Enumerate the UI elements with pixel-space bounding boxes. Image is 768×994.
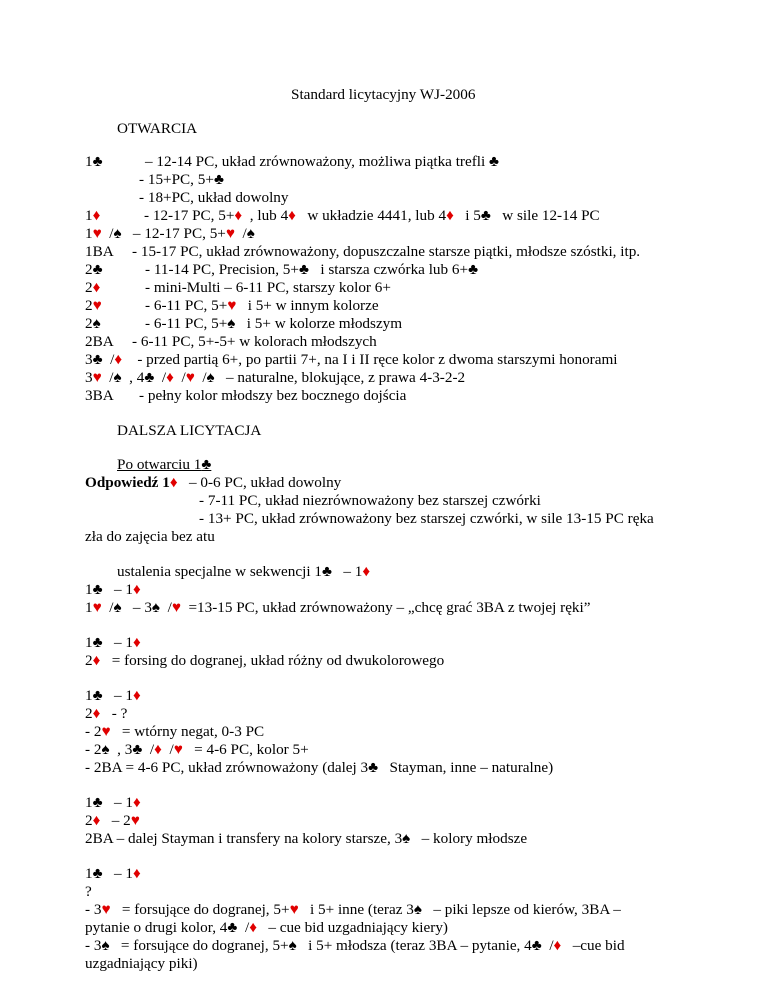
club-icon: ♣: [480, 207, 491, 224]
diamond-icon: ♦: [362, 563, 371, 580]
diamond-icon: ♦: [92, 279, 101, 296]
sequence-line: - 3♥ = forsujące do dogranej, 5+♥ i 5+ inne (teraz 3♠ – piki lepsze od kierów, 3BA –: [85, 901, 621, 918]
diamond-icon: ♦: [288, 207, 296, 224]
diamond-icon: ♦: [114, 351, 123, 368]
club-icon: ♣: [92, 261, 103, 278]
club-icon: ♣: [92, 634, 103, 651]
special-intro: ustalenia specjalne w sekwencji 1♣ – 1♦: [117, 563, 371, 580]
section-heading-further: DALSZA LICYTACJA: [117, 422, 262, 439]
diamond-icon: ♦: [132, 687, 141, 704]
diamond-icon: ♦: [132, 581, 141, 598]
diamond-icon: ♦: [132, 634, 141, 651]
spade-icon: ♠: [246, 225, 255, 242]
opening-line: 2♦: [85, 279, 101, 296]
opening-desc: - 6-11 PC, 5+-5+ w kolorach młodszych: [132, 333, 377, 350]
club-icon: ♣: [92, 794, 103, 811]
heart-icon: ♥: [92, 369, 102, 386]
sequence-line: - 2♥ = wtórny negat, 0-3 PC: [85, 723, 265, 740]
opening-line: 2♥: [85, 297, 102, 314]
heart-icon: ♥: [289, 901, 299, 918]
heart-icon: ♥: [92, 297, 102, 314]
sequence-line: - 3♠ = forsujące do dogranej, 5+♠ i 5+ młodsza (teraz 3BA – pytanie, 4♣ /♦ –cue bid: [85, 937, 625, 954]
diamond-icon: ♦: [92, 812, 101, 829]
response-line: - 13+ PC, układ zrównoważony bez starszej czwórki, w sile 13-15 PC ręka: [199, 510, 654, 527]
opening-desc: – 12-14 PC, układ zrównoważony, możliwa piątka trefli ♣: [145, 153, 499, 170]
opening-desc: - pełny kolor młodszy bez bocznego dojścia: [139, 387, 407, 404]
opening-desc: - mini-Multi – 6-11 PC, starszy kolor 6+: [145, 279, 391, 296]
club-icon: ♣: [144, 369, 155, 386]
club-icon: ♣: [92, 687, 103, 704]
spade-icon: ♠: [101, 741, 110, 758]
club-icon: ♣: [531, 937, 542, 954]
opening-desc: - 12-17 PC, 5+♦ , lub 4♦ w układzie 4441, lub 4♦ i 5♣ w sile 12-14 PC: [144, 207, 600, 224]
sequence-line: 2♦ = forsing do dogranej, układ różny od dwukolorowego: [85, 652, 445, 669]
club-icon: ♣: [468, 261, 479, 278]
spade-icon: ♠: [206, 369, 215, 386]
club-icon: ♣: [92, 865, 103, 882]
opening-line: 3BA: [85, 387, 114, 404]
sequence-line: 1♣ – 1♦: [85, 634, 141, 651]
opening-line: 1♥ /♠ – 12-17 PC, 5+♥ /♠: [85, 225, 255, 242]
club-icon: ♣: [489, 153, 499, 170]
sequence-line: 2♦ – 2♥: [85, 812, 140, 829]
opening-line: 1♦: [85, 207, 101, 224]
spade-icon: ♠: [288, 937, 297, 954]
opening-line: 2♠: [85, 315, 101, 332]
spade-icon: ♠: [101, 937, 110, 954]
diamond-icon: ♦: [92, 207, 101, 224]
opening-desc: - 6-11 PC, 5+♥ i 5+ w innym kolorze: [145, 297, 379, 314]
diamond-icon: ♦: [92, 652, 101, 669]
opening-line: 2♣: [85, 261, 103, 278]
diamond-icon: ♦: [132, 794, 141, 811]
heart-icon: ♥: [92, 225, 102, 242]
club-icon: ♣: [201, 456, 212, 473]
heart-icon: ♥: [225, 225, 235, 242]
club-icon: ♣: [368, 759, 379, 776]
spade-icon: ♠: [113, 225, 122, 242]
diamond-icon: ♦: [169, 474, 178, 491]
spade-icon: ♠: [113, 599, 122, 616]
diamond-icon: ♦: [154, 741, 162, 758]
opening-desc: - 6-11 PC, 5+♠ i 5+ w kolorze młodszym: [145, 315, 403, 332]
diamond-icon: ♦: [92, 705, 101, 722]
opening-desc: - 15+PC, 5+♣: [139, 171, 224, 188]
sequence-line: 2BA – dalej Stayman i transfery na kolory starsze, 3♠ – kolory młodsze: [85, 830, 528, 847]
opening-desc: - 18+PC, układ dowolny: [139, 189, 289, 206]
sequence-line: - 2♠ , 3♣ /♦ /♥ = 4-6 PC, kolor 5+: [85, 741, 309, 758]
opening-line: 1BA: [85, 243, 114, 260]
opening-line: 3♣ /♦ - przed partią 6+, po partii 7+, na I i II ręce kolor z dwoma starszymi honorami: [85, 351, 618, 368]
response-line: Odpowiedź 1♦ – 0-6 PC, układ dowolny: [85, 474, 342, 491]
club-icon: ♣: [321, 563, 332, 580]
sequence-line: 2♦ - ?: [85, 705, 128, 722]
sequence-line: uzgadniający piki): [85, 955, 198, 972]
diamond-icon: ♦: [446, 207, 454, 224]
club-icon: ♣: [132, 741, 143, 758]
subheading-after-opening: Po otwarciu 1♣: [117, 456, 212, 473]
spade-icon: ♠: [413, 901, 422, 918]
diamond-icon: ♦: [166, 369, 174, 386]
section-heading-openings: OTWARCIA: [117, 120, 198, 137]
sequence-line: ?: [85, 883, 92, 900]
spade-icon: ♠: [92, 315, 101, 332]
opening-desc: - 15-17 PC, układ zrównoważony, dopuszczalne starsze piątki, młodsze szóstki, itp.: [132, 243, 641, 260]
diamond-icon: ♦: [553, 937, 562, 954]
heart-icon: ♥: [173, 741, 183, 758]
spade-icon: ♠: [113, 369, 122, 386]
heart-icon: ♥: [171, 599, 181, 616]
club-icon: ♣: [92, 581, 103, 598]
opening-line: 2BA: [85, 333, 114, 350]
sequence-line: 1♣ – 1♦: [85, 794, 141, 811]
heart-icon: ♥: [130, 812, 140, 829]
diamond-icon: ♦: [132, 865, 141, 882]
diamond-icon: ♦: [234, 207, 243, 224]
heart-icon: ♥: [92, 599, 102, 616]
spade-icon: ♠: [402, 830, 411, 847]
spade-icon: ♠: [151, 599, 160, 616]
club-icon: ♣: [227, 919, 238, 936]
document-title: Standard licytacyjny WJ-2006: [291, 86, 476, 103]
sequence-line: 1♣ – 1♦: [85, 581, 141, 598]
response-line: - 7-11 PC, układ niezrównoważony bez starszej czwórki: [199, 492, 541, 509]
opening-line: 3♥ /♠ , 4♣ /♦ /♥ /♠ – naturalne, blokujące, z prawa 4-3-2-2: [85, 369, 466, 386]
response-line: zła do zajęcia bez atu: [85, 528, 215, 545]
diamond-icon: ♦: [249, 919, 257, 936]
spade-icon: ♠: [227, 315, 236, 332]
sequence-line: 1♣ – 1♦: [85, 687, 141, 704]
opening-desc: - 11-14 PC, Precision, 5+♣ i starsza czwórka lub 6+♣: [145, 261, 479, 278]
club-icon: ♣: [213, 171, 224, 188]
club-icon: ♣: [92, 153, 103, 170]
opening-line: 1♣: [85, 153, 103, 170]
sequence-line: 1♥ /♠ – 3♠ /♥ =13-15 PC, układ zrównoważony – „chcę grać 3BA z twojej ręki”: [85, 599, 591, 616]
sequence-line: pytanie o drugi kolor, 4♣ /♦ – cue bid uzgadniający kiery): [85, 919, 448, 936]
sequence-line: - 2BA = 4-6 PC, układ zrównoważony (dalej 3♣ Stayman, inne – naturalne): [85, 759, 554, 776]
sequence-line: 1♣ – 1♦: [85, 865, 141, 882]
club-icon: ♣: [298, 261, 309, 278]
heart-icon: ♥: [101, 723, 111, 740]
heart-icon: ♥: [185, 369, 195, 386]
club-icon: ♣: [92, 351, 103, 368]
heart-icon: ♥: [101, 901, 111, 918]
heart-icon: ♥: [227, 297, 237, 314]
